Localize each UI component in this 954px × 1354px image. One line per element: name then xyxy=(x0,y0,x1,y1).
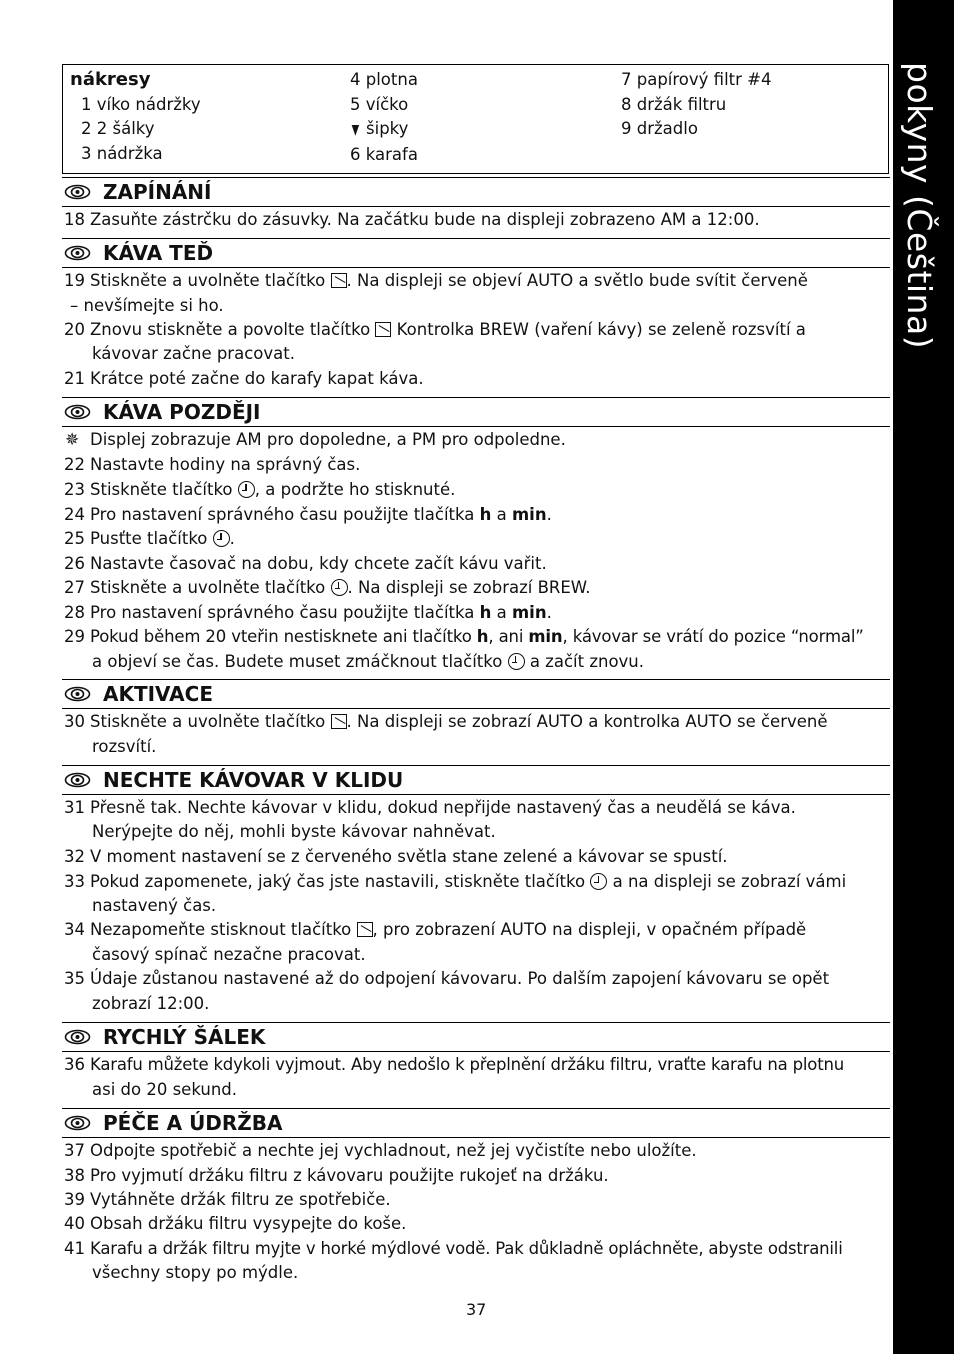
legend-item: 7 papírový filtr #4 xyxy=(621,70,772,89)
key-min: min xyxy=(528,627,563,646)
step-number: 22 xyxy=(64,455,85,474)
step-text: časový spínač nezačne pracovat. xyxy=(92,945,366,964)
step-text: Pro vyjmutí držáku filtru z kávovaru použijte rukojeť na držáku. xyxy=(90,1166,609,1185)
step-text-part: . Na displeji se zobrazí BREW. xyxy=(347,578,591,597)
step-text-part: Stiskněte a uvolněte tlačítko xyxy=(90,578,326,597)
arrow-down-icon: ▼ xyxy=(351,122,360,138)
step-text xyxy=(90,872,846,891)
step-text xyxy=(90,505,552,524)
step-text xyxy=(90,529,235,548)
legend-item-label: šipky xyxy=(366,119,409,138)
step-text-part: , pro zobrazení AUTO na displeji, v opačném případě xyxy=(372,920,807,939)
section-header-zapinani xyxy=(62,177,890,207)
step-text: všechny stopy po mýdle. xyxy=(92,1263,299,1282)
key-h: h xyxy=(476,627,489,646)
section-header-aktivace xyxy=(62,679,890,709)
step-text-part: . xyxy=(229,529,235,548)
step-text-part: a objeví se čas. Budete muset zmáčknout tlačítko xyxy=(92,652,503,671)
step-text-part: a na displeji se zobrazí vámi xyxy=(607,872,847,891)
step-text xyxy=(90,320,806,339)
step-number: 41 xyxy=(64,1239,85,1258)
step-text-part: Kontrolka BREW (vaření kávy) se zeleně rozsvítí a xyxy=(391,320,806,339)
step-text: Karafu můžete kdykoli vyjmout. Aby nedošlo k přeplnění držáku filtru, vraťte karafu na plotnu xyxy=(90,1055,844,1074)
step-text-part: , a podržte ho stisknuté. xyxy=(254,480,456,499)
step-number: 33 xyxy=(64,872,85,891)
step-text xyxy=(90,578,590,597)
step-text: rozsvítí. xyxy=(92,737,157,756)
step-text: asi do 20 sekund. xyxy=(92,1080,238,1099)
step-text-part: . Na displeji se zobrazí AUTO a kontrolka AUTO se červeně xyxy=(346,712,828,731)
step-text-part: Pro nastavení správného času použijte tlačítka xyxy=(90,603,480,622)
eye-icon xyxy=(64,184,91,200)
step-text-part: Stiskněte a uvolněte tlačítko xyxy=(90,712,326,731)
sun-tip-icon: ✵ xyxy=(65,430,80,450)
step-number: 36 xyxy=(64,1055,85,1074)
section-title: KÁVA TEĎ xyxy=(103,241,214,265)
section-header-pece-a-udrzba xyxy=(62,1108,890,1138)
auto-button-icon xyxy=(331,714,347,729)
step-number: 21 xyxy=(64,369,85,388)
step-text-part: Pokud během 20 vteřin nestisknete ani tlačítko xyxy=(90,627,477,646)
legend-item: 8 držák filtru xyxy=(621,94,727,114)
tip-text: Displej zobrazuje AM pro dopoledne, a PM pro odpoledne. xyxy=(90,430,566,449)
section-title: PÉČE A ÚDRŽBA xyxy=(103,1111,283,1135)
step-text: – nevšímejte si ho. xyxy=(70,296,224,315)
legend-item: 3 nádržka xyxy=(81,143,163,163)
legend-item: 4 plotna xyxy=(350,70,418,89)
step-text xyxy=(90,920,806,939)
legend-item: 1 víko nádržky xyxy=(81,94,201,114)
step-text-part: a xyxy=(491,505,512,524)
clock-icon xyxy=(238,481,255,498)
step-text xyxy=(90,603,552,622)
step-text xyxy=(92,652,644,671)
step-text xyxy=(90,712,828,731)
step-text-part: , ani xyxy=(488,627,529,646)
step-text-part: , kávovar se vrátí do pozice “normal” xyxy=(562,627,864,646)
step-number: 32 xyxy=(64,847,85,866)
key-h: h xyxy=(479,603,492,622)
step-text: Údaje zůstanou nastavené až do odpojení kávovaru. Po dalším zapojení kávovaru se opět xyxy=(90,969,830,988)
section-title: KÁVA POZDĚJI xyxy=(103,400,261,424)
step-text: Zasuňte zástrčku do zásuvky. Na začátku bude na displeji zobrazeno AM a 12:00. xyxy=(90,210,760,229)
eye-icon xyxy=(64,1115,91,1131)
step-text-part: Pokud zapomenete, jaký čas jste nastavili, stiskněte tlačítko xyxy=(90,872,586,891)
eye-icon xyxy=(64,404,91,420)
step-text xyxy=(90,480,455,499)
sidebar-title: pokyny (Čeština) xyxy=(900,62,939,350)
step-number: 37 xyxy=(64,1141,85,1160)
step-text-part: Pusťte tlačítko xyxy=(90,529,208,548)
step-number: 38 xyxy=(64,1166,85,1185)
step-text: Nastavte časovač na dobu, kdy chcete začít kávu vařit. xyxy=(90,554,547,573)
step-number: 18 xyxy=(64,210,85,229)
key-h: h xyxy=(479,505,492,524)
step-number: 20 xyxy=(64,320,85,339)
section-header-kava-pozdeji xyxy=(62,397,890,427)
step-text: Nastavte hodiny na správný čas. xyxy=(90,455,361,474)
section-title: AKTIVACE xyxy=(103,682,213,706)
eye-icon xyxy=(64,686,91,702)
step-text xyxy=(90,627,864,646)
step-text-part: a xyxy=(491,603,512,622)
step-text-part: Pro nastavení správného času použijte tlačítka xyxy=(90,505,480,524)
step-number: 34 xyxy=(64,920,85,939)
step-text-part: Znovu stiskněte a povolte tlačítko xyxy=(90,320,371,339)
legend-title: nákresy xyxy=(70,69,151,90)
step-text-part: Stiskněte tlačítko xyxy=(90,480,233,499)
step-text-part: . Na displeji se objeví AUTO a světlo bude svítit červeně xyxy=(346,271,808,290)
legend-item: 5 víčko xyxy=(350,94,409,114)
step-text: nastavený čas. xyxy=(92,896,217,915)
legend-column-2 xyxy=(350,68,418,167)
step-text-part: . xyxy=(546,505,552,524)
step-text-part: Stiskněte a uvolněte tlačítko xyxy=(90,271,326,290)
clock-icon xyxy=(590,873,607,890)
legend-column-1 xyxy=(70,68,201,166)
step-number: 39 xyxy=(64,1190,85,1209)
step-number: 26 xyxy=(64,554,85,573)
step-number: 40 xyxy=(64,1214,85,1233)
step-number: 28 xyxy=(64,603,85,622)
step-number: 35 xyxy=(64,969,85,988)
auto-button-icon xyxy=(357,922,373,937)
step-text: Krátce poté začne do karafy kapat káva. xyxy=(90,369,424,388)
clock-icon xyxy=(213,530,230,547)
step-number: 23 xyxy=(64,480,85,499)
step-number: 31 xyxy=(64,798,85,817)
legend-item: 6 karafa xyxy=(350,144,418,164)
eye-icon xyxy=(64,245,91,261)
page-number: 37 xyxy=(466,1300,487,1319)
key-min: min xyxy=(511,505,547,524)
legend-item xyxy=(350,117,418,143)
step-text: Odpojte spotřebič a nechte jej vychladnout, než jej vyčistíte nebo uložíte. xyxy=(90,1141,697,1160)
step-text: V moment nastavení se z červeného světla stane zelené a kávovar se spustí. xyxy=(90,847,728,866)
legend-column-3 xyxy=(621,68,771,142)
section-title: NECHTE KÁVOVAR V KLIDU xyxy=(103,768,404,792)
step-number: 24 xyxy=(64,505,85,524)
eye-icon xyxy=(64,1029,91,1045)
legend-item: 9 držadlo xyxy=(621,119,698,138)
step-number: 30 xyxy=(64,712,85,731)
step-number: 19 xyxy=(64,271,85,290)
key-min: min xyxy=(511,603,547,622)
section-header-kava-ted xyxy=(62,238,890,268)
step-text xyxy=(90,271,808,290)
step-number: 29 xyxy=(64,627,85,646)
clock-icon xyxy=(508,653,525,670)
step-text-part: Nezapomeňte stisknout tlačítko xyxy=(90,920,352,939)
step-number: 27 xyxy=(64,578,85,597)
legend-box xyxy=(62,64,889,174)
clock-icon xyxy=(331,579,348,596)
section-header-nechte-kavovar xyxy=(62,765,890,795)
step-text: Přesně tak. Nechte kávovar v klidu, dokud nepřijde nastavený čas a neudělá se káva. xyxy=(90,798,796,817)
step-text-part: . xyxy=(546,603,552,622)
legend-item: 2 2 šálky xyxy=(81,119,155,138)
step-text-part: a začít znovu. xyxy=(524,652,645,671)
step-text: Karafu a držák filtru myjte v horké mýdlové vodě. Pak důkladně opláchněte, abyste odstranili xyxy=(90,1239,843,1258)
step-text: Vytáhněte držák filtru ze spotřebiče. xyxy=(90,1190,391,1209)
section-title: ZAPÍNÁNÍ xyxy=(103,180,212,204)
auto-button-icon xyxy=(331,273,347,288)
step-text: Nerýpejte do něj, mohli byste kávovar nahněvat. xyxy=(92,822,496,841)
section-header-rychly-salek xyxy=(62,1022,890,1052)
section-title: RYCHLÝ ŠÁLEK xyxy=(103,1025,266,1049)
eye-icon xyxy=(64,772,91,788)
step-text: zobrazí 12:00. xyxy=(92,994,210,1013)
step-number: 25 xyxy=(64,529,85,548)
step-text: Obsah držáku filtru vysypejte do koše. xyxy=(90,1214,407,1233)
step-text: kávovar začne pracovat. xyxy=(92,344,295,363)
auto-button-icon xyxy=(375,322,391,337)
